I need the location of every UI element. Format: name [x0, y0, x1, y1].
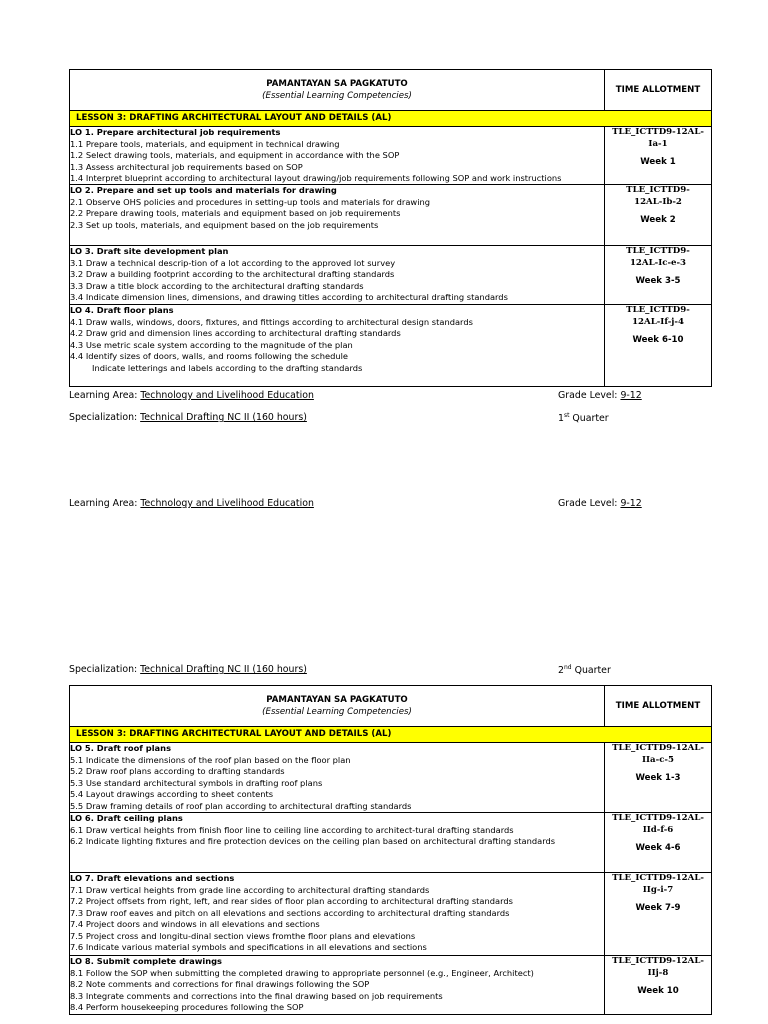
lo-row [70, 305, 711, 386]
lo-code: TLE_ICTTD9- [626, 246, 690, 256]
lo-code: 12AL-Ib-2 [634, 196, 682, 207]
lo-time [605, 813, 711, 872]
lo-item: Indicate letterings and labels according to the drafting standards [92, 362, 363, 373]
quarter-text: Quarter [569, 413, 609, 425]
lo-item: 2.3 Set up tools, materials, and equipment based on the job requirements [70, 219, 379, 230]
lo-code: TLE_ICTTD9- [626, 185, 690, 195]
lo-item: 1.2 Select drawing tools, materials, and equipment in accordance with the SOP [70, 150, 400, 160]
lo-item: 3.4 Indicate dimension lines, dimensions, and drawing titles according to architectural drafting standards [70, 292, 508, 302]
lo-week: Week 1 [640, 157, 676, 167]
quarter-number: 2 [558, 665, 564, 677]
header-title: PAMANTAYAN SA PAGKATUTO [266, 79, 408, 89]
lo-row [70, 743, 711, 813]
header-title: PAMANTAYAN SA PAGKATUTO [266, 695, 408, 705]
lo-row [70, 246, 711, 305]
lo-item: 4.1 Draw walls, windows, doors, fixtures, and fittings according to architectural design standards [70, 316, 473, 327]
lo-week: Week 1-3 [635, 773, 681, 783]
lo-row [70, 956, 711, 1014]
lo-item: 1.1 Prepare tools, materials, and equipment in technical drawing [70, 138, 340, 149]
lo-title: LO 4. Draft floor plans [70, 305, 174, 315]
lo-time [605, 305, 711, 386]
learning-area-label: Learning Area: [69, 498, 141, 509]
lo-row [70, 127, 711, 185]
header-time-allotment: TIME ALLOTMENT [615, 701, 701, 711]
lo-title: LO 7. Draft elevations and sections [70, 873, 235, 883]
specialization-2 [69, 664, 307, 675]
lo-code: TLE_ICTTD9-12AL- [612, 743, 704, 753]
lo-item: 8.4 Perform housekeeping procedures following the SOP [70, 1002, 304, 1012]
quarter-2 [558, 664, 611, 676]
lo-code: TLE_ICTTD9-12AL- [612, 813, 704, 823]
grade-level-1 [558, 390, 642, 401]
header-competencies [70, 70, 605, 110]
lo-item: 5.3 Use standard architectural symbols in drafting roof plans [70, 777, 323, 788]
header-subtitle: (Essential Learning Competencies) [262, 707, 412, 717]
specialization-value: Technical Drafting NC II (160 hours) [140, 412, 307, 423]
specialization-label: Specialization: [69, 664, 141, 675]
specialization-label: Specialization: [69, 412, 141, 423]
lo-item: 3.2 Draw a building footprint according to the architectural drafting standards [70, 269, 395, 279]
lo-time [605, 743, 711, 812]
lo-title: LO 6. Draft ceiling plans [70, 813, 183, 823]
grade-level-value: 9-12 [620, 390, 642, 401]
lo-week: Week 7-9 [635, 903, 681, 913]
lo-item: 4.4 Identify sizes of doors, walls, and rooms following the schedule [70, 351, 349, 361]
header-time-allotment: TIME ALLOTMENT [615, 85, 701, 95]
lo-item: 2.2 Prepare drawing tools, materials and equipment based on job requirements [70, 208, 401, 218]
lo-code: TLE_ICTTD9-12AL- [612, 127, 704, 137]
lo-competencies [70, 246, 605, 304]
lo-time [605, 956, 711, 1014]
lo-item: 7.1 Draw vertical heights from grade line according to architectural drafting standards [70, 884, 430, 895]
lo-item: 7.6 Indicate various material symbols and specifications in all elevations and sections [70, 942, 427, 952]
lo-item: 8.3 Integrate comments and corrections into the final drawing based on job requirements [70, 990, 443, 1001]
grade-level-value: 9-12 [620, 498, 642, 509]
lo-item: 3.1 Draw a technical descrip-tion of a lot according to the approved lot survey [70, 257, 396, 268]
lo-item: 2.1 Observe OHS policies and procedures in setting-up tools and materials for drawing [70, 196, 431, 207]
learning-area-2 [69, 498, 314, 509]
lo-code: 12AL-Ic-e-3 [629, 257, 687, 268]
lo-item: 1.4 Interpret blueprint according to architectural layout drawing/job requirements following SOP and work instructions [70, 173, 562, 183]
lo-item: 7.4 Project doors and windows in all elevations and sections [70, 919, 320, 929]
lo-code: IIg-i-7 [642, 884, 674, 895]
grade-level-2 [558, 498, 642, 509]
lo-title: LO 3. Draft site development plan [70, 246, 229, 256]
competency-table-q1 [69, 69, 712, 387]
lo-item: 3.3 Draw a title block according to the architectural drafting standards [70, 280, 364, 291]
header-subtitle: (Essential Learning Competencies) [262, 91, 412, 101]
lo-code: TLE_ICTTD9- [626, 305, 690, 315]
grade-level-label: Grade Level: [558, 390, 621, 401]
lo-competencies [70, 743, 605, 812]
lo-code: 12AL-If-j-4 [632, 316, 684, 327]
lo-item: 4.2 Draw grid and dimension lines according to architectural drafting standards [70, 328, 401, 338]
quarter-text: Quarter [571, 665, 611, 677]
lo-competencies [70, 873, 605, 955]
lo-competencies [70, 185, 605, 245]
lo-code: Ia-1 [648, 138, 668, 149]
lo-week: Week 10 [637, 986, 679, 996]
lo-item: 7.2 Project offsets from right, left, and rear sides of floor plan according to architectural drafting standards [70, 896, 513, 906]
lo-competencies [70, 127, 605, 184]
lo-time [605, 127, 711, 184]
lo-row [70, 185, 711, 246]
lo-item: 5.1 Indicate the dimensions of the roof plan based on the floor plan [70, 754, 351, 765]
lo-title: LO 8. Submit complete drawings [70, 956, 222, 966]
lo-item: 5.2 Draw roof plans according to drafting standards [70, 766, 285, 776]
lo-item: 8.2 Note comments and corrections for final drawings following the SOP [70, 979, 370, 989]
lo-item: 5.5 Draw framing details of roof plan according to architectural drafting standards [70, 800, 412, 811]
table-header [70, 70, 711, 111]
quarter-suffix: st [563, 412, 570, 419]
lo-item: 7.5 Project cross and longitu-dinal section views fromthe floor plans and elevations [70, 930, 416, 941]
lo-item: 4.3 Use metric scale system according to the magnitude of the plan [70, 339, 353, 350]
lo-code: TLE_ICTTD9-12AL- [612, 873, 704, 883]
grade-level-label: Grade Level: [558, 498, 621, 509]
lo-item: 8.1 Follow the SOP when submitting the completed drawing to appropriate personnel (e.g., Engineer, Architect) [70, 967, 534, 978]
learning-area-1 [69, 390, 314, 401]
lo-item: 5.4 Layout drawings according to sheet contents [70, 789, 274, 799]
lo-title: LO 2. Prepare and set up tools and materials for drawing [70, 185, 337, 195]
learning-area-value: Technology and Livelihood Education [140, 498, 314, 509]
lo-week: Week 6-10 [632, 335, 684, 345]
lo-competencies [70, 305, 605, 386]
header-competencies [70, 686, 605, 726]
lesson-banner: LESSON 3: DRAFTING ARCHITECTURAL LAYOUT AND DETAILS (AL) [70, 727, 711, 743]
lo-item: 6.2 Indicate lighting fixtures and fire protection devices on the ceiling plan based on architectural drafting standards [70, 836, 556, 846]
lesson-banner: LESSON 3: DRAFTING ARCHITECTURAL LAYOUT AND DETAILS (AL) [70, 111, 711, 127]
lo-title: LO 5. Draft roof plans [70, 743, 172, 753]
lo-title: LO 1. Prepare architectural job requirements [70, 127, 281, 137]
lo-competencies [70, 956, 605, 1014]
lo-time [605, 873, 711, 955]
lo-time [605, 185, 711, 245]
lo-code: IIa-c-5 [642, 754, 674, 765]
lo-week: Week 2 [640, 215, 676, 225]
lo-week: Week 3-5 [635, 276, 681, 286]
specialization-1 [69, 412, 307, 423]
quarter-number: 1 [558, 413, 564, 425]
lo-code: TLE_ICTTD9-12AL- [612, 956, 704, 966]
quarter-suffix: nd [563, 664, 572, 671]
competency-table-q2 [69, 685, 712, 1015]
lo-time [605, 246, 711, 304]
lo-week: Week 4-6 [635, 843, 681, 853]
lo-row [70, 873, 711, 956]
table-header [70, 686, 711, 727]
lo-code: IIj-8 [647, 967, 669, 978]
lo-code: IId-f-6 [642, 824, 674, 835]
lo-item: 7.3 Draw roof eaves and pitch on all elevations and sections according to architectural drafting standards [70, 907, 510, 918]
specialization-value: Technical Drafting NC II (160 hours) [140, 664, 307, 675]
lo-competencies [70, 813, 605, 872]
quarter-1 [558, 412, 609, 424]
learning-area-label: Learning Area: [69, 390, 141, 401]
learning-area-value: Technology and Livelihood Education [140, 390, 314, 401]
lo-item: 1.3 Assess architectural job requirements based on SOP [70, 161, 303, 172]
lo-item: 6.1 Draw vertical heights from finish floor line to ceiling line according to architect-tural drafting standards [70, 824, 514, 835]
lo-row [70, 813, 711, 873]
